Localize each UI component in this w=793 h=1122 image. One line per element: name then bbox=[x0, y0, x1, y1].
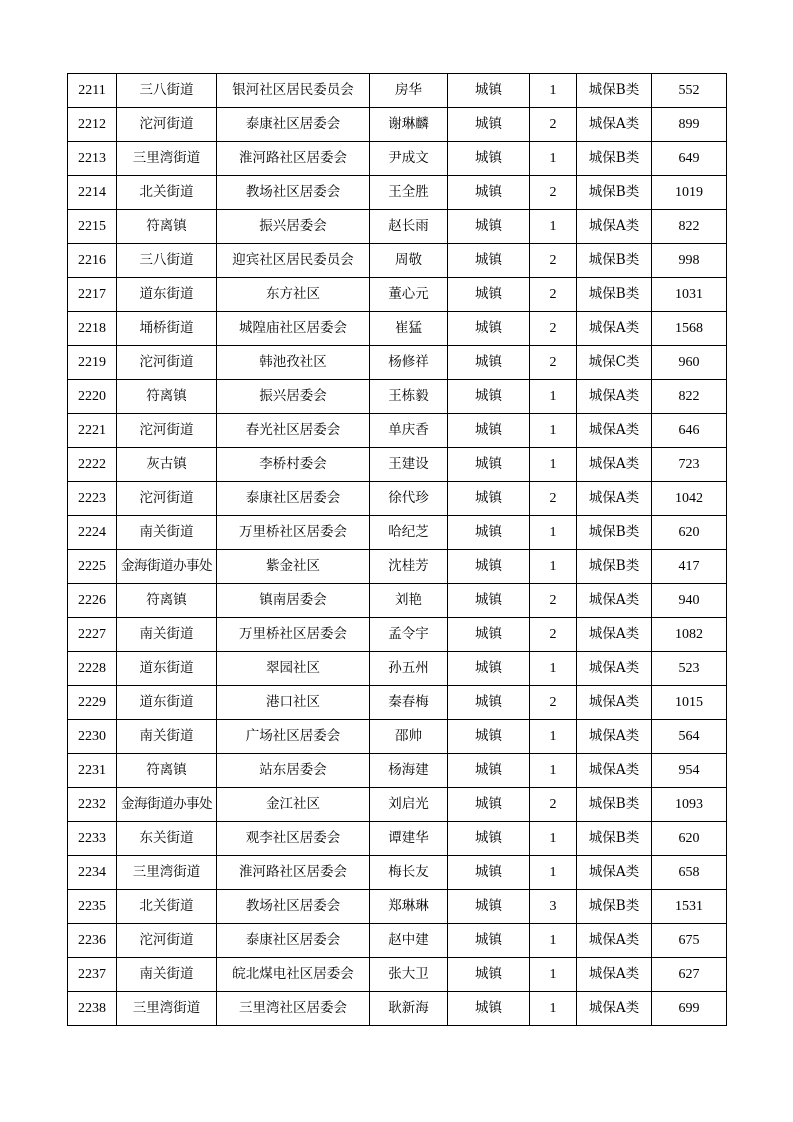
person-count-cell: 2 bbox=[530, 618, 577, 652]
person-count-cell: 1 bbox=[530, 754, 577, 788]
amount-cell: 940 bbox=[652, 584, 727, 618]
name-cell: 王全胜 bbox=[370, 176, 448, 210]
row-id-cell: 2226 bbox=[68, 584, 117, 618]
table-row bbox=[68, 652, 727, 686]
community-cell: 泰康社区居委会 bbox=[217, 924, 370, 958]
name-cell: 赵中建 bbox=[370, 924, 448, 958]
household-type-cell: 城镇 bbox=[448, 346, 530, 380]
amount-cell: 620 bbox=[652, 516, 727, 550]
table-row bbox=[68, 312, 727, 346]
name-cell: 张大卫 bbox=[370, 958, 448, 992]
person-count-cell: 2 bbox=[530, 686, 577, 720]
household-type-cell: 城镇 bbox=[448, 312, 530, 346]
name-cell: 哈纪芝 bbox=[370, 516, 448, 550]
name-cell: 邵帅 bbox=[370, 720, 448, 754]
name-cell: 秦春梅 bbox=[370, 686, 448, 720]
amount-cell: 1082 bbox=[652, 618, 727, 652]
category-cell: 城保A类 bbox=[577, 924, 652, 958]
row-id-cell: 2236 bbox=[68, 924, 117, 958]
table-row bbox=[68, 380, 727, 414]
name-cell: 刘艳 bbox=[370, 584, 448, 618]
community-cell: 站东居委会 bbox=[217, 754, 370, 788]
row-id-cell: 2234 bbox=[68, 856, 117, 890]
category-cell: 城保A类 bbox=[577, 108, 652, 142]
street-cell: 三八街道 bbox=[117, 244, 217, 278]
row-id-cell: 2235 bbox=[68, 890, 117, 924]
table-body bbox=[68, 74, 727, 1026]
person-count-cell: 2 bbox=[530, 278, 577, 312]
community-cell: 万里桥社区居委会 bbox=[217, 516, 370, 550]
community-cell: 金江社区 bbox=[217, 788, 370, 822]
category-cell: 城保B类 bbox=[577, 788, 652, 822]
street-cell: 道东街道 bbox=[117, 686, 217, 720]
community-cell: 泰康社区居委会 bbox=[217, 482, 370, 516]
amount-cell: 822 bbox=[652, 380, 727, 414]
street-cell: 沱河街道 bbox=[117, 924, 217, 958]
table-row bbox=[68, 618, 727, 652]
household-type-cell: 城镇 bbox=[448, 856, 530, 890]
person-count-cell: 2 bbox=[530, 788, 577, 822]
household-type-cell: 城镇 bbox=[448, 550, 530, 584]
name-cell: 孙五州 bbox=[370, 652, 448, 686]
street-cell: 北关街道 bbox=[117, 890, 217, 924]
household-type-cell: 城镇 bbox=[448, 992, 530, 1026]
amount-cell: 417 bbox=[652, 550, 727, 584]
row-id-cell: 2222 bbox=[68, 448, 117, 482]
table-row bbox=[68, 686, 727, 720]
household-type-cell: 城镇 bbox=[448, 924, 530, 958]
community-cell: 镇南居委会 bbox=[217, 584, 370, 618]
category-cell: 城保A类 bbox=[577, 210, 652, 244]
row-id-cell: 2223 bbox=[68, 482, 117, 516]
amount-cell: 523 bbox=[652, 652, 727, 686]
household-type-cell: 城镇 bbox=[448, 754, 530, 788]
table-row bbox=[68, 754, 727, 788]
row-id-cell: 2216 bbox=[68, 244, 117, 278]
street-cell: 灰古镇 bbox=[117, 448, 217, 482]
amount-cell: 899 bbox=[652, 108, 727, 142]
household-type-cell: 城镇 bbox=[448, 244, 530, 278]
table-row bbox=[68, 278, 727, 312]
community-cell: 振兴居委会 bbox=[217, 380, 370, 414]
name-cell: 耿新海 bbox=[370, 992, 448, 1026]
household-type-cell: 城镇 bbox=[448, 890, 530, 924]
street-cell: 东关街道 bbox=[117, 822, 217, 856]
person-count-cell: 2 bbox=[530, 346, 577, 380]
amount-cell: 723 bbox=[652, 448, 727, 482]
name-cell: 崔猛 bbox=[370, 312, 448, 346]
name-cell: 王栋毅 bbox=[370, 380, 448, 414]
row-id-cell: 2211 bbox=[68, 74, 117, 108]
amount-cell: 822 bbox=[652, 210, 727, 244]
street-cell: 沱河街道 bbox=[117, 482, 217, 516]
table-row bbox=[68, 210, 727, 244]
household-type-cell: 城镇 bbox=[448, 278, 530, 312]
amount-cell: 675 bbox=[652, 924, 727, 958]
amount-cell: 1568 bbox=[652, 312, 727, 346]
category-cell: 城保A类 bbox=[577, 482, 652, 516]
person-count-cell: 1 bbox=[530, 210, 577, 244]
household-type-cell: 城镇 bbox=[448, 210, 530, 244]
person-count-cell: 1 bbox=[530, 958, 577, 992]
row-id-cell: 2213 bbox=[68, 142, 117, 176]
amount-cell: 564 bbox=[652, 720, 727, 754]
category-cell: 城保A类 bbox=[577, 958, 652, 992]
name-cell: 赵长雨 bbox=[370, 210, 448, 244]
community-cell: 淮河路社区居委会 bbox=[217, 142, 370, 176]
person-count-cell: 1 bbox=[530, 856, 577, 890]
name-cell: 周敬 bbox=[370, 244, 448, 278]
table-row bbox=[68, 958, 727, 992]
name-cell: 孟令宇 bbox=[370, 618, 448, 652]
street-cell: 三里湾街道 bbox=[117, 856, 217, 890]
street-cell: 金海街道办事处 bbox=[117, 550, 217, 584]
table-row bbox=[68, 720, 727, 754]
row-id-cell: 2221 bbox=[68, 414, 117, 448]
amount-cell: 960 bbox=[652, 346, 727, 380]
amount-cell: 1093 bbox=[652, 788, 727, 822]
community-cell: 教场社区居委会 bbox=[217, 176, 370, 210]
person-count-cell: 2 bbox=[530, 482, 577, 516]
row-id-cell: 2237 bbox=[68, 958, 117, 992]
category-cell: 城保A类 bbox=[577, 686, 652, 720]
amount-cell: 627 bbox=[652, 958, 727, 992]
amount-cell: 658 bbox=[652, 856, 727, 890]
name-cell: 沈桂芳 bbox=[370, 550, 448, 584]
category-cell: 城保B类 bbox=[577, 176, 652, 210]
table-row bbox=[68, 346, 727, 380]
community-cell: 泰康社区居委会 bbox=[217, 108, 370, 142]
row-id-cell: 2217 bbox=[68, 278, 117, 312]
category-cell: 城保A类 bbox=[577, 380, 652, 414]
community-cell: 韩池孜社区 bbox=[217, 346, 370, 380]
street-cell: 南关街道 bbox=[117, 516, 217, 550]
person-count-cell: 1 bbox=[530, 380, 577, 414]
row-id-cell: 2218 bbox=[68, 312, 117, 346]
row-id-cell: 2220 bbox=[68, 380, 117, 414]
household-type-cell: 城镇 bbox=[448, 958, 530, 992]
category-cell: 城保B类 bbox=[577, 74, 652, 108]
table-row bbox=[68, 822, 727, 856]
person-count-cell: 2 bbox=[530, 108, 577, 142]
household-type-cell: 城镇 bbox=[448, 142, 530, 176]
street-cell: 符离镇 bbox=[117, 584, 217, 618]
assistance-table bbox=[67, 73, 727, 1026]
community-cell: 港口社区 bbox=[217, 686, 370, 720]
community-cell: 观李社区居委会 bbox=[217, 822, 370, 856]
amount-cell: 552 bbox=[652, 74, 727, 108]
table-row bbox=[68, 856, 727, 890]
person-count-cell: 1 bbox=[530, 652, 577, 686]
row-id-cell: 2219 bbox=[68, 346, 117, 380]
table-row bbox=[68, 414, 727, 448]
person-count-cell: 1 bbox=[530, 924, 577, 958]
row-id-cell: 2238 bbox=[68, 992, 117, 1026]
community-cell: 翠园社区 bbox=[217, 652, 370, 686]
person-count-cell: 1 bbox=[530, 992, 577, 1026]
name-cell: 梅长友 bbox=[370, 856, 448, 890]
category-cell: 城保A类 bbox=[577, 992, 652, 1026]
person-count-cell: 1 bbox=[530, 448, 577, 482]
table-row bbox=[68, 924, 727, 958]
street-cell: 北关街道 bbox=[117, 176, 217, 210]
category-cell: 城保A类 bbox=[577, 754, 652, 788]
household-type-cell: 城镇 bbox=[448, 686, 530, 720]
name-cell: 郑琳琳 bbox=[370, 890, 448, 924]
person-count-cell: 2 bbox=[530, 244, 577, 278]
household-type-cell: 城镇 bbox=[448, 380, 530, 414]
community-cell: 教场社区居委会 bbox=[217, 890, 370, 924]
table-row bbox=[68, 482, 727, 516]
person-count-cell: 3 bbox=[530, 890, 577, 924]
person-count-cell: 1 bbox=[530, 720, 577, 754]
name-cell: 尹成文 bbox=[370, 142, 448, 176]
street-cell: 沱河街道 bbox=[117, 108, 217, 142]
table-row bbox=[68, 992, 727, 1026]
category-cell: 城保A类 bbox=[577, 584, 652, 618]
table-row bbox=[68, 176, 727, 210]
household-type-cell: 城镇 bbox=[448, 482, 530, 516]
street-cell: 符离镇 bbox=[117, 754, 217, 788]
name-cell: 王建设 bbox=[370, 448, 448, 482]
amount-cell: 1042 bbox=[652, 482, 727, 516]
person-count-cell: 2 bbox=[530, 584, 577, 618]
household-type-cell: 城镇 bbox=[448, 108, 530, 142]
category-cell: 城保A类 bbox=[577, 312, 652, 346]
category-cell: 城保B类 bbox=[577, 244, 652, 278]
community-cell: 东方社区 bbox=[217, 278, 370, 312]
street-cell: 金海街道办事处 bbox=[117, 788, 217, 822]
community-cell: 振兴居委会 bbox=[217, 210, 370, 244]
category-cell: 城保A类 bbox=[577, 414, 652, 448]
category-cell: 城保C类 bbox=[577, 346, 652, 380]
household-type-cell: 城镇 bbox=[448, 414, 530, 448]
community-cell: 广场社区居委会 bbox=[217, 720, 370, 754]
row-id-cell: 2232 bbox=[68, 788, 117, 822]
name-cell: 房华 bbox=[370, 74, 448, 108]
row-id-cell: 2233 bbox=[68, 822, 117, 856]
row-id-cell: 2214 bbox=[68, 176, 117, 210]
category-cell: 城保B类 bbox=[577, 516, 652, 550]
amount-cell: 954 bbox=[652, 754, 727, 788]
household-type-cell: 城镇 bbox=[448, 822, 530, 856]
household-type-cell: 城镇 bbox=[448, 74, 530, 108]
community-cell: 万里桥社区居委会 bbox=[217, 618, 370, 652]
street-cell: 道东街道 bbox=[117, 278, 217, 312]
community-cell: 迎宾社区居民委员会 bbox=[217, 244, 370, 278]
household-type-cell: 城镇 bbox=[448, 618, 530, 652]
community-cell: 银河社区居民委员会 bbox=[217, 74, 370, 108]
household-type-cell: 城镇 bbox=[448, 584, 530, 618]
row-id-cell: 2224 bbox=[68, 516, 117, 550]
table-row bbox=[68, 108, 727, 142]
name-cell: 杨海建 bbox=[370, 754, 448, 788]
person-count-cell: 2 bbox=[530, 312, 577, 346]
person-count-cell: 1 bbox=[530, 74, 577, 108]
category-cell: 城保A类 bbox=[577, 448, 652, 482]
street-cell: 沱河街道 bbox=[117, 414, 217, 448]
street-cell: 南关街道 bbox=[117, 618, 217, 652]
street-cell: 沱河街道 bbox=[117, 346, 217, 380]
community-cell: 紫金社区 bbox=[217, 550, 370, 584]
row-id-cell: 2228 bbox=[68, 652, 117, 686]
category-cell: 城保B类 bbox=[577, 142, 652, 176]
table-row bbox=[68, 788, 727, 822]
person-count-cell: 2 bbox=[530, 176, 577, 210]
community-cell: 淮河路社区居委会 bbox=[217, 856, 370, 890]
row-id-cell: 2212 bbox=[68, 108, 117, 142]
street-cell: 道东街道 bbox=[117, 652, 217, 686]
table-row bbox=[68, 142, 727, 176]
name-cell: 谢琳麟 bbox=[370, 108, 448, 142]
street-cell: 三八街道 bbox=[117, 74, 217, 108]
street-cell: 南关街道 bbox=[117, 958, 217, 992]
amount-cell: 1031 bbox=[652, 278, 727, 312]
name-cell: 董心元 bbox=[370, 278, 448, 312]
person-count-cell: 1 bbox=[530, 550, 577, 584]
category-cell: 城保B类 bbox=[577, 278, 652, 312]
household-type-cell: 城镇 bbox=[448, 788, 530, 822]
table-row bbox=[68, 550, 727, 584]
household-type-cell: 城镇 bbox=[448, 516, 530, 550]
row-id-cell: 2231 bbox=[68, 754, 117, 788]
amount-cell: 620 bbox=[652, 822, 727, 856]
amount-cell: 998 bbox=[652, 244, 727, 278]
name-cell: 谭建华 bbox=[370, 822, 448, 856]
amount-cell: 1531 bbox=[652, 890, 727, 924]
row-id-cell: 2225 bbox=[68, 550, 117, 584]
row-id-cell: 2215 bbox=[68, 210, 117, 244]
row-id-cell: 2230 bbox=[68, 720, 117, 754]
table-row bbox=[68, 244, 727, 278]
street-cell: 三里湾街道 bbox=[117, 142, 217, 176]
community-cell: 城隍庙社区居委会 bbox=[217, 312, 370, 346]
table-row bbox=[68, 74, 727, 108]
amount-cell: 649 bbox=[652, 142, 727, 176]
amount-cell: 646 bbox=[652, 414, 727, 448]
row-id-cell: 2229 bbox=[68, 686, 117, 720]
household-type-cell: 城镇 bbox=[448, 652, 530, 686]
household-type-cell: 城镇 bbox=[448, 176, 530, 210]
street-cell: 南关街道 bbox=[117, 720, 217, 754]
community-cell: 春光社区居委会 bbox=[217, 414, 370, 448]
street-cell: 埇桥街道 bbox=[117, 312, 217, 346]
amount-cell: 1015 bbox=[652, 686, 727, 720]
household-type-cell: 城镇 bbox=[448, 720, 530, 754]
street-cell: 符离镇 bbox=[117, 210, 217, 244]
amount-cell: 1019 bbox=[652, 176, 727, 210]
category-cell: 城保A类 bbox=[577, 856, 652, 890]
category-cell: 城保B类 bbox=[577, 890, 652, 924]
street-cell: 符离镇 bbox=[117, 380, 217, 414]
person-count-cell: 1 bbox=[530, 822, 577, 856]
person-count-cell: 1 bbox=[530, 414, 577, 448]
table-row bbox=[68, 890, 727, 924]
table-row bbox=[68, 448, 727, 482]
row-id-cell: 2227 bbox=[68, 618, 117, 652]
person-count-cell: 1 bbox=[530, 516, 577, 550]
household-type-cell: 城镇 bbox=[448, 448, 530, 482]
category-cell: 城保B类 bbox=[577, 822, 652, 856]
category-cell: 城保A类 bbox=[577, 652, 652, 686]
category-cell: 城保B类 bbox=[577, 550, 652, 584]
street-cell: 三里湾街道 bbox=[117, 992, 217, 1026]
name-cell: 徐代珍 bbox=[370, 482, 448, 516]
community-cell: 三里湾社区居委会 bbox=[217, 992, 370, 1026]
name-cell: 杨修祥 bbox=[370, 346, 448, 380]
amount-cell: 699 bbox=[652, 992, 727, 1026]
community-cell: 李桥村委会 bbox=[217, 448, 370, 482]
name-cell: 单庆香 bbox=[370, 414, 448, 448]
category-cell: 城保A类 bbox=[577, 618, 652, 652]
community-cell: 皖北煤电社区居委会 bbox=[217, 958, 370, 992]
table-row bbox=[68, 516, 727, 550]
person-count-cell: 1 bbox=[530, 142, 577, 176]
name-cell: 刘启光 bbox=[370, 788, 448, 822]
table-row bbox=[68, 584, 727, 618]
category-cell: 城保A类 bbox=[577, 720, 652, 754]
